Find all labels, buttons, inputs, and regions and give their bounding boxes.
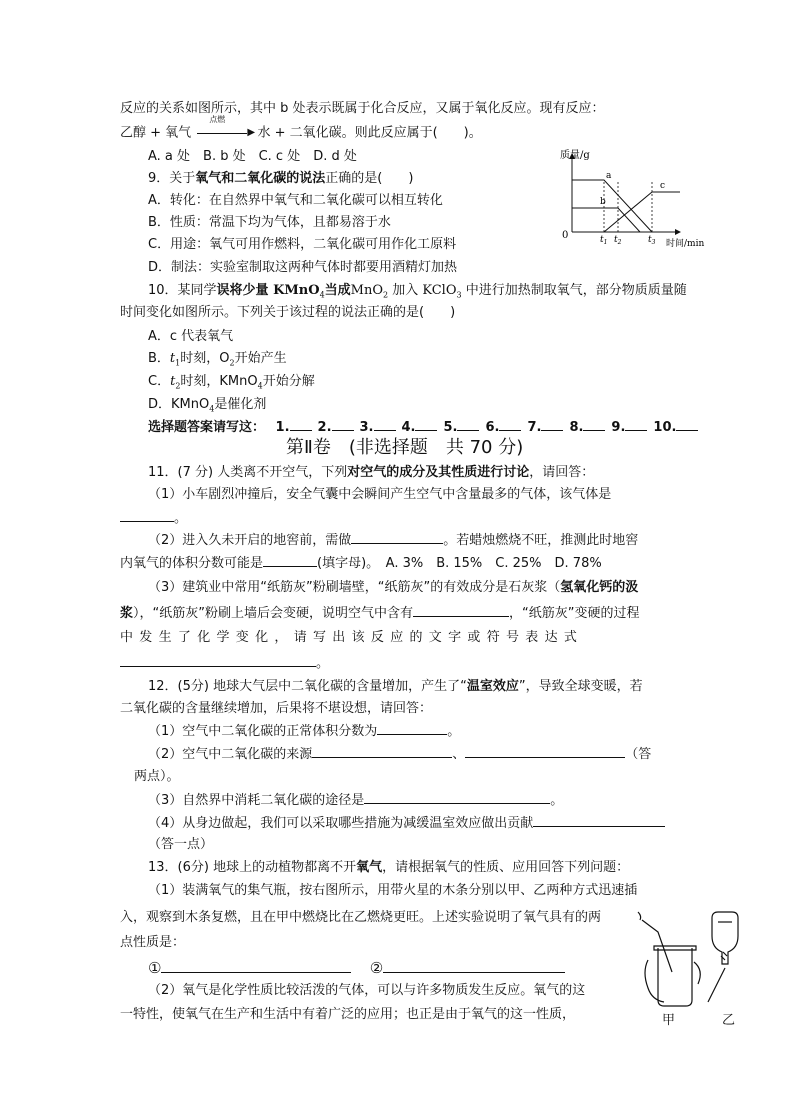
q10-b-end: 开始产生 bbox=[234, 351, 287, 366]
q9-stem-a: 9．关于 bbox=[148, 171, 196, 186]
series-a bbox=[572, 180, 652, 232]
q13-blank-2[interactable] bbox=[383, 960, 565, 973]
intro-line-1: 反应的关系如图所示，其中 b 处表示既属于化合反应，又属于氧化反应。现有反应： bbox=[120, 101, 605, 116]
bottle-yi bbox=[708, 912, 738, 1002]
q10-mno2: MnO bbox=[350, 283, 384, 298]
q11-p3d: ），“纸筋灰”粉刷上墙后会变硬，说明空气中含有 bbox=[133, 606, 413, 621]
series-a-label: a bbox=[606, 171, 612, 181]
q12-p2: （2）空气中二氧化碳的来源 bbox=[148, 747, 313, 762]
q12-blank-1[interactable] bbox=[377, 722, 447, 735]
q13-answers bbox=[148, 959, 565, 979]
q11-blank-2[interactable] bbox=[351, 531, 443, 544]
q13-blank-1[interactable] bbox=[161, 960, 351, 973]
q10-b-text: 时刻，O bbox=[180, 351, 230, 366]
q11-p2a: （2）进入久未开启的地窖前，需做 bbox=[148, 533, 352, 548]
answer-slot-8: 8. bbox=[569, 420, 584, 435]
q11-end-1: 。 bbox=[174, 511, 188, 526]
q9-stem bbox=[148, 170, 413, 188]
q10-c-t: t bbox=[170, 374, 176, 389]
q9-stem-c: 正确的是( ) bbox=[325, 171, 414, 186]
q13-stem-c: ，请根据氧气的性质、应用回答下列问题： bbox=[382, 860, 630, 875]
q11-stem-b: 对空气的成分及其性质进行讨论 bbox=[347, 465, 530, 480]
answer-blank-10[interactable] bbox=[676, 418, 698, 431]
q12-p4: （4）从身边做起，我们可以采取哪些措施为减缓温室效应做出贡献 bbox=[148, 816, 534, 831]
q12-stem-c: ”，导致全球变暖，若 bbox=[518, 679, 643, 694]
q9-stem-b: 氧气和二氧化碳的说法 bbox=[195, 171, 326, 186]
answer-slots bbox=[270, 420, 699, 435]
q10-stem-a: 10．某同学 bbox=[148, 283, 217, 298]
answer-blank-2[interactable] bbox=[332, 418, 354, 431]
q12-part-4-line-2: （答一点） bbox=[148, 837, 214, 852]
q12-line-2: 二氧化碳的含量继续增加，后果将不堪设想，请回答： bbox=[120, 701, 433, 716]
answer-blank-5[interactable] bbox=[457, 418, 479, 431]
q11-end-2: 。 bbox=[316, 656, 330, 671]
q12-stem-b: 温室效应 bbox=[466, 679, 519, 694]
q11-part-2 bbox=[148, 531, 638, 550]
answer-blank-4[interactable] bbox=[415, 418, 437, 431]
q12-blank-2[interactable] bbox=[312, 745, 452, 758]
q13-part-1: （1）装满氧气的集气瓶，按右图所示，用带火星的木条分别以甲、乙两种方式迅速插 bbox=[148, 883, 638, 898]
q12-part-2 bbox=[148, 745, 651, 764]
q9-option-c: C．用途：氧气可用作燃料，二氧化碳可用作化工原料 bbox=[148, 237, 457, 252]
answer-blank-9[interactable] bbox=[625, 418, 647, 431]
q11-p2c: 内氧气的体积分数可能是 bbox=[120, 556, 264, 571]
answer-slot-7: 7. bbox=[527, 420, 542, 435]
answer-slot-10: 10. bbox=[653, 420, 677, 435]
reaction-arrow: 点燃 ▶ bbox=[197, 124, 251, 143]
q11-part-3-answer bbox=[120, 654, 329, 673]
answer-blank-6[interactable] bbox=[499, 418, 521, 431]
q11-p3b: 氢氧化钙的汲 bbox=[560, 580, 639, 595]
q12-part-4 bbox=[148, 814, 665, 833]
q13-part-2: （2）氧气是化学性质比较活泼的气体，可以与许多物质发生反应。氧气的这 bbox=[148, 983, 586, 998]
q10-sub-4: 4 bbox=[319, 290, 325, 300]
x-tick-t2: $t_2$ bbox=[614, 235, 622, 246]
answer-slot-1: 1. bbox=[275, 420, 290, 435]
q10-sub-2: 2 bbox=[383, 290, 389, 300]
q11-p3a: （3）建筑业中常用“纸筋灰”粉刷墙壁，“纸筋灰”的有效成分是石灰浆（ bbox=[148, 580, 561, 595]
q10-d-text: D．KMnO bbox=[148, 397, 210, 412]
intro-options: A. a 处 B. b 处 C. c 处 D. d 处 bbox=[148, 149, 357, 164]
x-tick-t3: $t_3$ bbox=[648, 235, 656, 246]
answer-row bbox=[148, 418, 698, 437]
q11-part-3-line-3: 中发生了化学变化，请写出该反应的文字或符号表达式 bbox=[120, 630, 584, 645]
reaction-equation bbox=[120, 115, 482, 143]
q10-b-t: t bbox=[169, 351, 176, 366]
label-yi: 乙 bbox=[722, 1013, 736, 1028]
q12-blank-3[interactable] bbox=[465, 745, 625, 758]
reaction-condition: 点燃 bbox=[209, 115, 226, 124]
y-axis-label: 质量/g bbox=[560, 150, 590, 161]
q11-part-1-answer bbox=[120, 509, 187, 528]
q9-option-d: D．制法：实验室制取这两种气体时都要用酒精灯加热 bbox=[148, 260, 458, 275]
q13-stem bbox=[148, 859, 629, 877]
q11-p3e: ，“纸筋灰”变硬的过程 bbox=[509, 606, 640, 621]
answer-slot-6: 6. bbox=[485, 420, 500, 435]
q11-blank-5[interactable] bbox=[120, 654, 316, 667]
series-b-label: b bbox=[600, 197, 606, 207]
q13-stem-b: 氧气 bbox=[356, 860, 383, 875]
q10-stem bbox=[148, 282, 687, 305]
q12-stem bbox=[148, 678, 643, 696]
q13-part-2-line-2: 一特性，使氧气在生产和生活中有着广泛的应用；也正是由于氧气的这一性质， bbox=[120, 1007, 576, 1022]
q11-blank-3[interactable] bbox=[263, 554, 317, 567]
q10-stem-b: 误将少量 bbox=[216, 283, 269, 298]
q12-end-1: 。 bbox=[447, 724, 461, 739]
q9-option-a: A．转化：在自然界中氧气和二氧化碳可以相互转化 bbox=[148, 193, 443, 208]
q10-sub-3: 3 bbox=[456, 290, 462, 300]
q11-part-2-line-2 bbox=[120, 554, 602, 573]
bottle-jia bbox=[638, 912, 700, 1006]
label-jia: 甲 bbox=[662, 1013, 676, 1028]
answer-row-label: 选择题答案请写这： bbox=[148, 420, 266, 435]
series-c-label: c bbox=[660, 181, 666, 191]
q12-part-1 bbox=[148, 722, 460, 741]
q11-p3c: 浆 bbox=[120, 606, 134, 621]
q13-part-1-line-3: 点性质是： bbox=[120, 935, 186, 950]
q10-c-sub: 2 bbox=[175, 381, 181, 391]
answer-slot-9: 9. bbox=[611, 420, 626, 435]
series-b bbox=[572, 208, 640, 232]
q10-line-2: 时间变化如图所示。下列关于该过程的说法正确的是( ) bbox=[120, 305, 456, 320]
section-title: 第Ⅱ卷 (非选择题 共 70 分) bbox=[286, 437, 524, 458]
x-axis-label: 时间/min bbox=[666, 239, 705, 249]
q10-option-d bbox=[148, 396, 266, 419]
equation-left: 乙醇 + 氧气 bbox=[120, 125, 192, 141]
q13-circle-1: ① bbox=[148, 959, 162, 977]
q11-p2b: 。若蜡烛燃烧不旺，推测此时地窖 bbox=[443, 533, 639, 548]
q10-c-label: C． bbox=[148, 374, 171, 389]
q10-c-text: 时刻，KMnO bbox=[180, 374, 258, 389]
q11-p2d: (填字母)。 A. 3% B. 15% C. 25% D. 78% bbox=[317, 556, 602, 571]
q11-part-1: （1）小车剧烈冲撞后，安全气囊中会瞬间产生空气中含量最多的气体，该气体是 bbox=[148, 487, 612, 502]
answer-slot-3: 3. bbox=[359, 420, 374, 435]
q10-option-b bbox=[148, 350, 287, 373]
q12-p3: （3）自然界中消耗二氧化碳的途径是 bbox=[148, 793, 365, 808]
q10-option-c bbox=[148, 373, 315, 396]
q10-kmno4: KMnO bbox=[268, 283, 320, 298]
q10-stem-d: 当成 bbox=[324, 283, 351, 298]
q12-p1: （1）空气中二氧化碳的正常体积分数为 bbox=[148, 724, 378, 739]
q13-part-1-line-2: 入，观察到木条复燃，且在甲中燃烧比在乙燃烧更旺。上述实验说明了氧气具有的两 bbox=[120, 910, 602, 925]
answer-blank-3[interactable] bbox=[374, 418, 396, 431]
q12-stem-a: 12．(5分) 地球大气层中二氧化碳的含量增加，产生了“ bbox=[148, 679, 467, 694]
q11-blank-4[interactable] bbox=[413, 604, 509, 617]
q10-option-a: A．c 代表氧气 bbox=[148, 329, 234, 344]
answer-slot-5: 5. bbox=[443, 420, 458, 435]
q10-d-sub: 4 bbox=[209, 404, 215, 414]
q9-option-b: B．性质：常温下均为气体，且都易溶于水 bbox=[148, 215, 391, 230]
q11-part-3 bbox=[148, 579, 638, 597]
series-c bbox=[604, 192, 680, 232]
origin-label: 0 bbox=[562, 230, 569, 241]
equation-right: 水 + 二氧化碳。则此反应属于( )。 bbox=[257, 125, 482, 141]
q11-stem bbox=[148, 464, 594, 482]
q12-blank-5[interactable] bbox=[533, 814, 665, 827]
q11-stem-a: 11．(7 分) 人类离不开空气，下列 bbox=[148, 465, 348, 480]
q13-circle-2: ② bbox=[369, 959, 384, 977]
q12-part-2-line-2: 两点）。 bbox=[134, 769, 180, 784]
answer-blank-7[interactable] bbox=[541, 418, 563, 431]
q11-part-3-line-2 bbox=[120, 604, 639, 623]
mass-time-chart bbox=[560, 146, 710, 250]
q12-p2-sep: 、 bbox=[452, 747, 466, 762]
q10-c-sub4: 4 bbox=[257, 381, 263, 391]
x-tick-t1: $t_1$ bbox=[600, 235, 608, 246]
q10-d-end: 是催化剂 bbox=[214, 397, 267, 412]
answer-blank-1[interactable] bbox=[290, 418, 312, 431]
q11-stem-c: ，请回答： bbox=[529, 465, 595, 480]
q10-kclo3: 加入 KClO bbox=[388, 283, 457, 298]
q10-c-end: 开始分解 bbox=[262, 374, 315, 389]
q12-end-3: 。 bbox=[550, 793, 564, 808]
q10-b-sub: 1 bbox=[175, 358, 181, 368]
q10-stem-g: 中进行加热制取氧气，部分物质质量随 bbox=[461, 283, 687, 298]
answer-blank-8[interactable] bbox=[583, 418, 605, 431]
answer-slot-4: 4. bbox=[401, 420, 416, 435]
q12-p2-end: （答 bbox=[625, 747, 652, 762]
q13-stem-a: 13．(6分) 地球上的动植物都离不开 bbox=[148, 860, 357, 875]
q10-b-label: B． bbox=[148, 351, 170, 366]
answer-slot-2: 2. bbox=[317, 420, 332, 435]
q11-blank-1[interactable] bbox=[120, 509, 174, 522]
q12-part-3 bbox=[148, 791, 563, 810]
q12-blank-4[interactable] bbox=[364, 791, 550, 804]
oxygen-bottle-illustration bbox=[628, 910, 758, 1010]
q10-b-sub2: 2 bbox=[229, 358, 235, 368]
